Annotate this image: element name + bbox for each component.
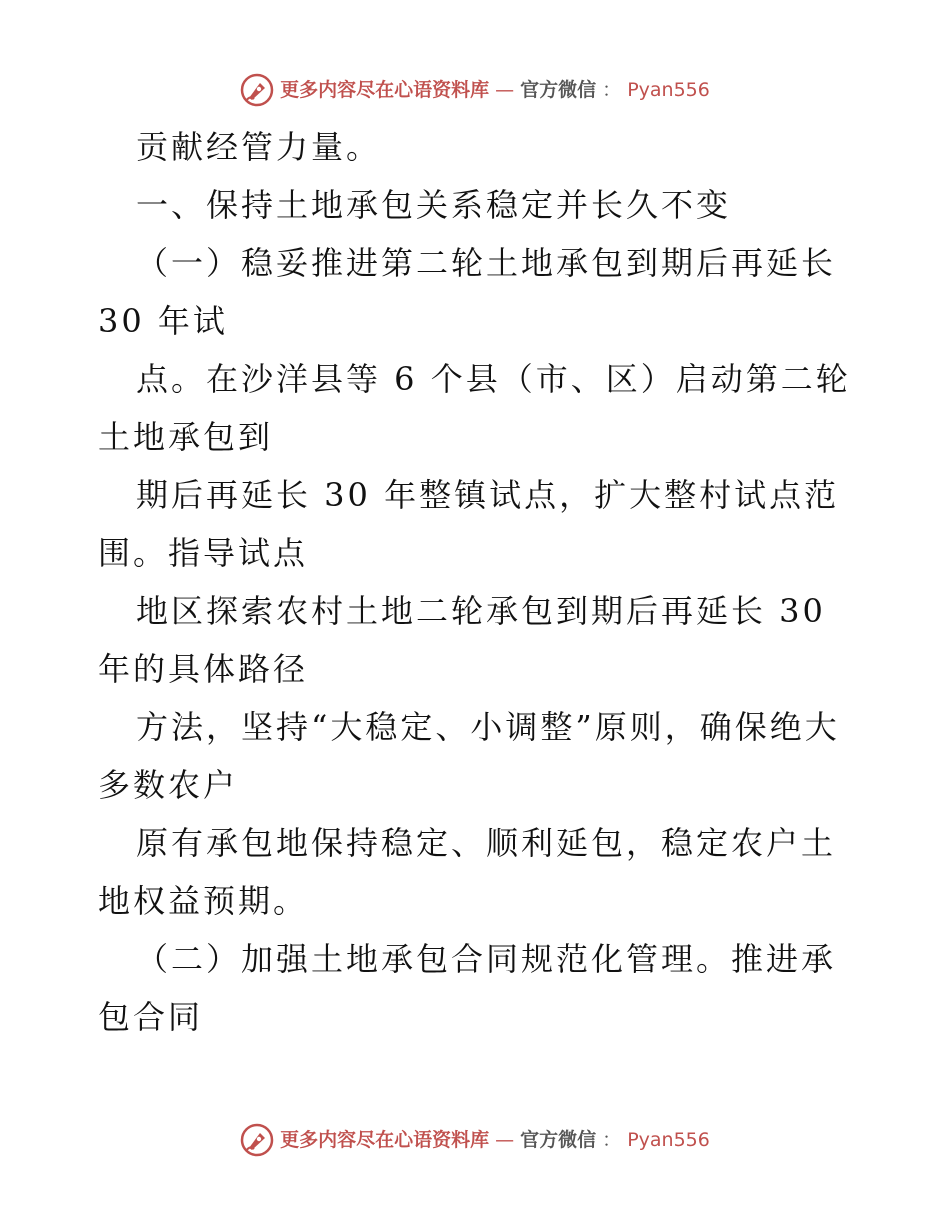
body-paragraph: 原有承包地保持稳定、顺利延包，稳定农户土地权益预期。 xyxy=(98,824,837,920)
wechat-label: 官方微信 xyxy=(520,78,597,101)
subsection-heading: （一）稳妥推进第二轮土地承包到期后再延长 30 年试 xyxy=(98,244,837,340)
body-paragraph: 方法，坚持“大稳定、小调整”原则，确保绝大多数农户 xyxy=(98,708,840,804)
colon-separator: ： xyxy=(602,78,622,101)
body-paragraph: 贡献经管力量。 xyxy=(136,128,382,166)
promo-text: 更多内容尽在心语资料库 xyxy=(280,78,490,101)
header-watermark-banner xyxy=(0,70,950,110)
pen-nib-logo-icon xyxy=(240,1123,274,1157)
wechat-id: Pyan556 xyxy=(627,78,710,101)
dash-separator: — xyxy=(495,1128,515,1151)
pen-nib-logo-icon xyxy=(240,73,274,107)
section-heading: 一、保持土地承包关系稳定并长久不变 xyxy=(136,186,732,224)
document-body xyxy=(98,118,858,1046)
body-paragraph: 点。在沙洋县等 6 个县（市、区）启动第二轮土地承包到 xyxy=(98,360,851,456)
dash-separator: — xyxy=(495,78,515,101)
colon-separator: ： xyxy=(602,1128,622,1151)
promo-text: 更多内容尽在心语资料库 xyxy=(280,1128,490,1151)
wechat-label: 官方微信 xyxy=(520,1128,597,1151)
wechat-id: Pyan556 xyxy=(627,1128,710,1151)
subsection-heading: （二）加强土地承包合同规范化管理。推进承包合同 xyxy=(98,940,837,1036)
body-paragraph: 期后再延长 30 年整镇试点，扩大整村试点范围。指导试点 xyxy=(98,476,840,572)
body-paragraph: 地区探索农村土地二轮承包到期后再延长 30 年的具体路径 xyxy=(98,592,826,688)
footer-watermark-banner xyxy=(0,1120,950,1160)
